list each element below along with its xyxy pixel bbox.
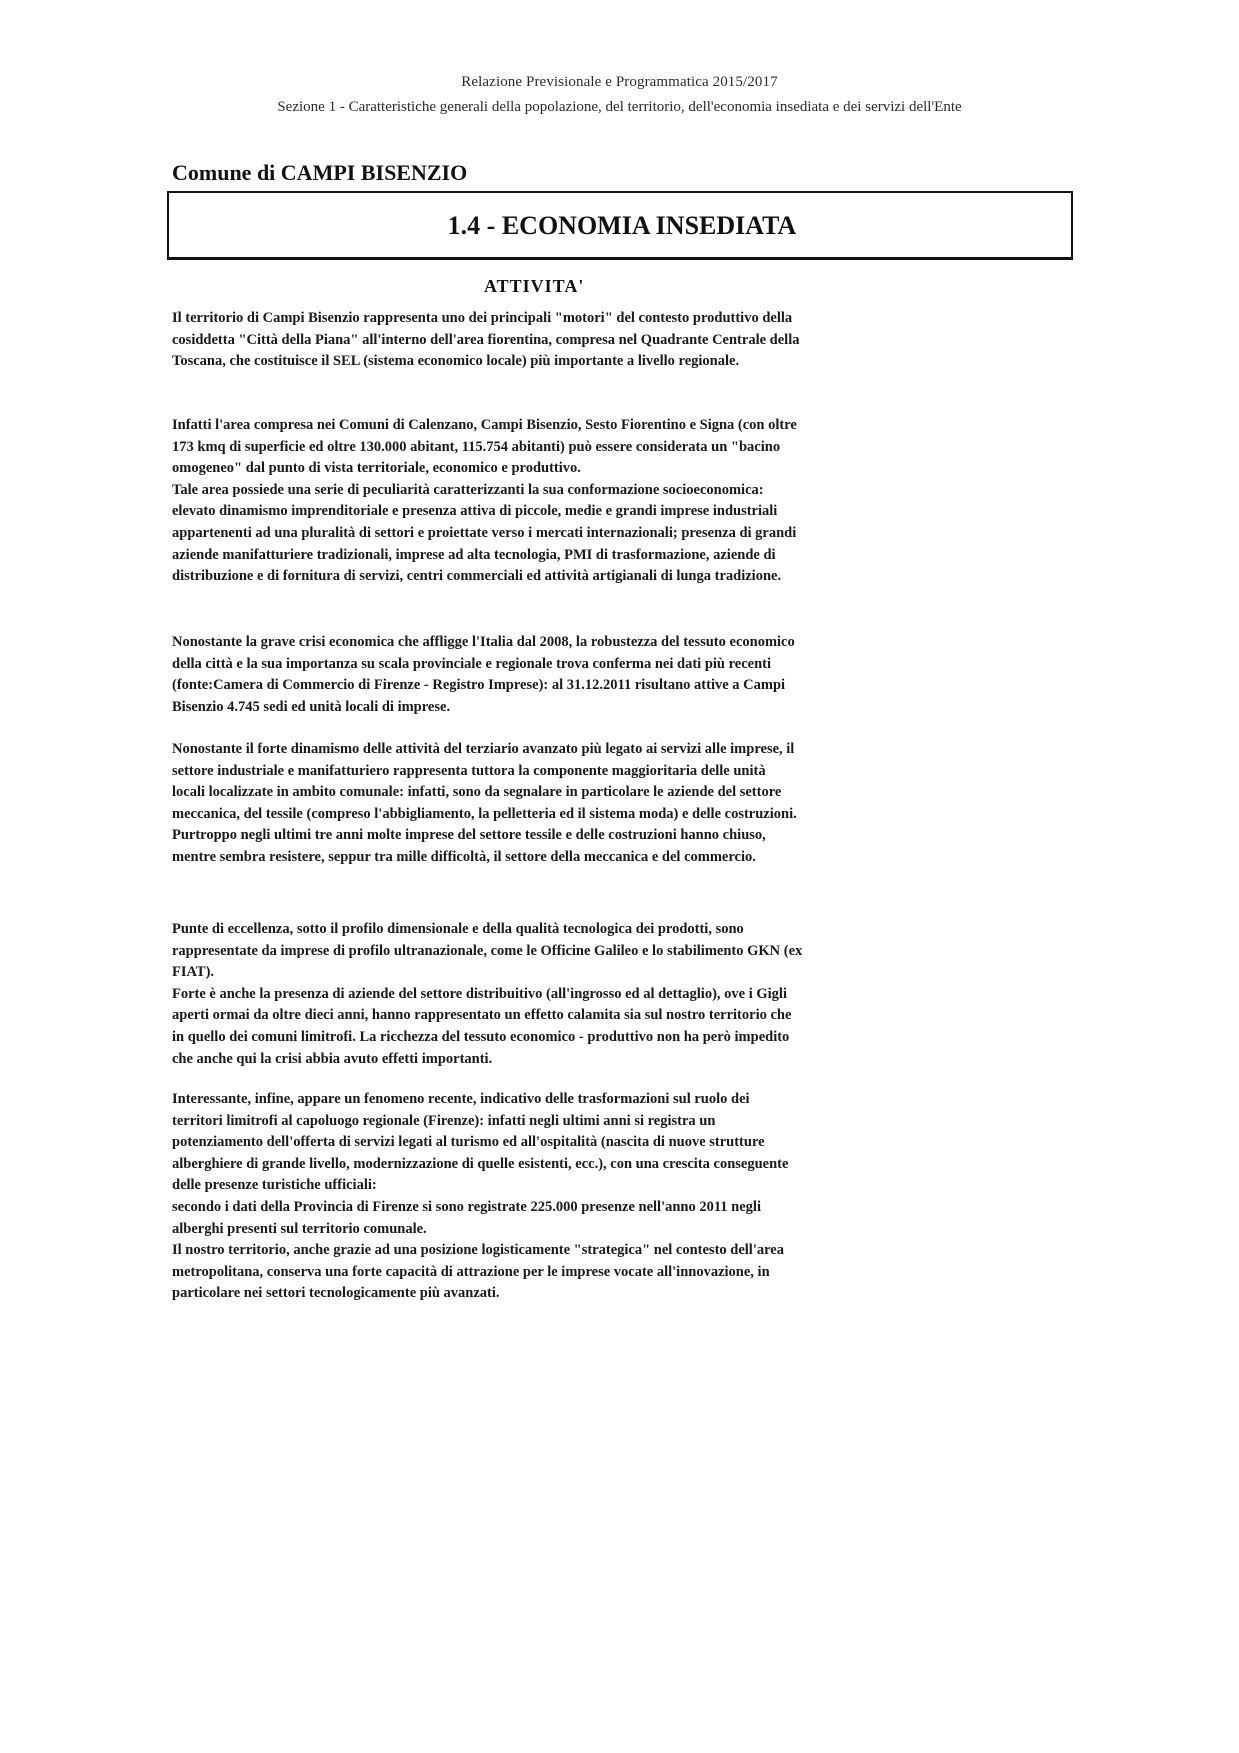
commune-name: Comune di CAMPI BISENZIO	[172, 160, 468, 185]
paragraph: Nonostante la grave crisi economica che affligge l'Italia dal 2008, la robustezza del tessuto economico della città e la sua importanza su scala provinciale e regionale trova conferma nei dati più recenti (fonte:Camera di Commercio di Firenze - Registro Imprese): al 31.12.2011 risultano attive a Campi Bisenzio 4.745 sedi ed unità locali di imprese.	[172, 634, 795, 715]
paragraph: Punte di eccellenza, sotto il profilo dimensionale e della qualità tecnologica dei prodotti, sono rappresentate da imprese di profilo ultranazionale, come le Officine Galileo e lo stabilimento GKN (ex FIAT). Forte è anche la presenza di aziende del settore distribuitivo (all'ingrosso ed al dettaglio), ove i Gigli aperti ormai da oltre dieci anni, hanno rappresentato un effetto calamita sia sul nostro territorio che in quello dei comuni limitrofi. La ricchezza del tessuto economico - produttivo non ha però impedito che anche qui la crisi abbia avuto effetti importanti.	[172, 921, 803, 1067]
paragraph: Infatti l'area compresa nei Comuni di Calenzano, Campi Bisenzio, Sesto Fiorentino e Signa (con oltre 173 kmq di superficie ed oltre 130.000 abitant, 115.754 abitanti) può essere considerata un "bacino omogeneo" dal punto di vista territoriale, economico e produttivo. Tale area possiede una serie di peculiarità caratterizzanti la sua conformazione socioeconomica: elevato dinamismo imprenditoriale e presenza attiva di piccole, medie e grandi imprese industriali appartenenti ad una pluralità di settori e proiettate verso i mercati internazionali; presenza di grandi aziende manifatturiere tradizionali, imprese ad alta tecnologia, PMI di trasformazione, aziende di distribuzione e di fornitura di servizi, centri commerciali ed attività artigianali di lunga tradizione.	[172, 417, 797, 585]
section-title-box	[167, 191, 1073, 260]
report-title: Relazione Previsionale e Programmatica 2015/2017	[461, 74, 778, 90]
section-subtitle: Sezione 1 - Caratteristiche generali della popolazione, del territorio, dell'economia insediata e dei servizi dell'Ente	[277, 99, 962, 115]
section-title: 1.4 - ECONOMIA INSEDIATA	[447, 211, 797, 240]
subheading: ATTIVITA'	[484, 276, 585, 296]
paragraph: Il territorio di Campi Bisenzio rappresenta uno dei principali "motori" del contesto produttivo della cosiddetta "Città della Piana" all'interno dell'area fiorentina, compresa nel Quadrante Centrale della Toscana, che costituisce il SEL (sistema economico locale) più importante a livello regionale.	[172, 310, 800, 370]
paragraph: Nonostante il forte dinamismo delle attività del terziario avanzato più legato ai servizi alle imprese, il settore industriale e manifatturiero rappresenta tuttora la componente maggioritaria delle unità locali localizzate in ambito comunale: infatti, sono da segnalare in particolare le aziende del settore meccanica, del tessile (compreso l'abbigliamento, la pelletteria ed il sistema moda) e delle costruzioni. Purtroppo negli ultimi tre anni molte imprese del settore tessile e delle costruzioni hanno chiuso, mentre sembra resistere, seppur tra mille difficoltà, il settore della meccanica e del commercio.	[172, 741, 797, 865]
paragraph: Interessante, infine, appare un fenomeno recente, indicativo delle trasformazioni sul ruolo dei territori limitrofi al capoluogo regionale (Firenze): infatti negli ultimi anni si registra un potenziamento dell'offerta di servizi legati al turismo ed all'ospitalità (nascita di nuove strutture alberghiere di grande livello, modernizzazione di quelle esistenti, ecc.), con una crescita conseguente delle presenze turistiche ufficiali: secondo i dati della Provincia di Firenze si sono registrate 225.000 presenze nell'anno 2011 negli alberghi presenti sul territorio comunale. Il nostro territorio, anche grazie ad una posizione logisticamente "strategica" nel contesto dell'area metropolitana, conserva una forte capacità di attrazione per le imprese vocate all'innovazione, in particolare nei settori tecnologicamente più avanzati.	[172, 1091, 789, 1302]
